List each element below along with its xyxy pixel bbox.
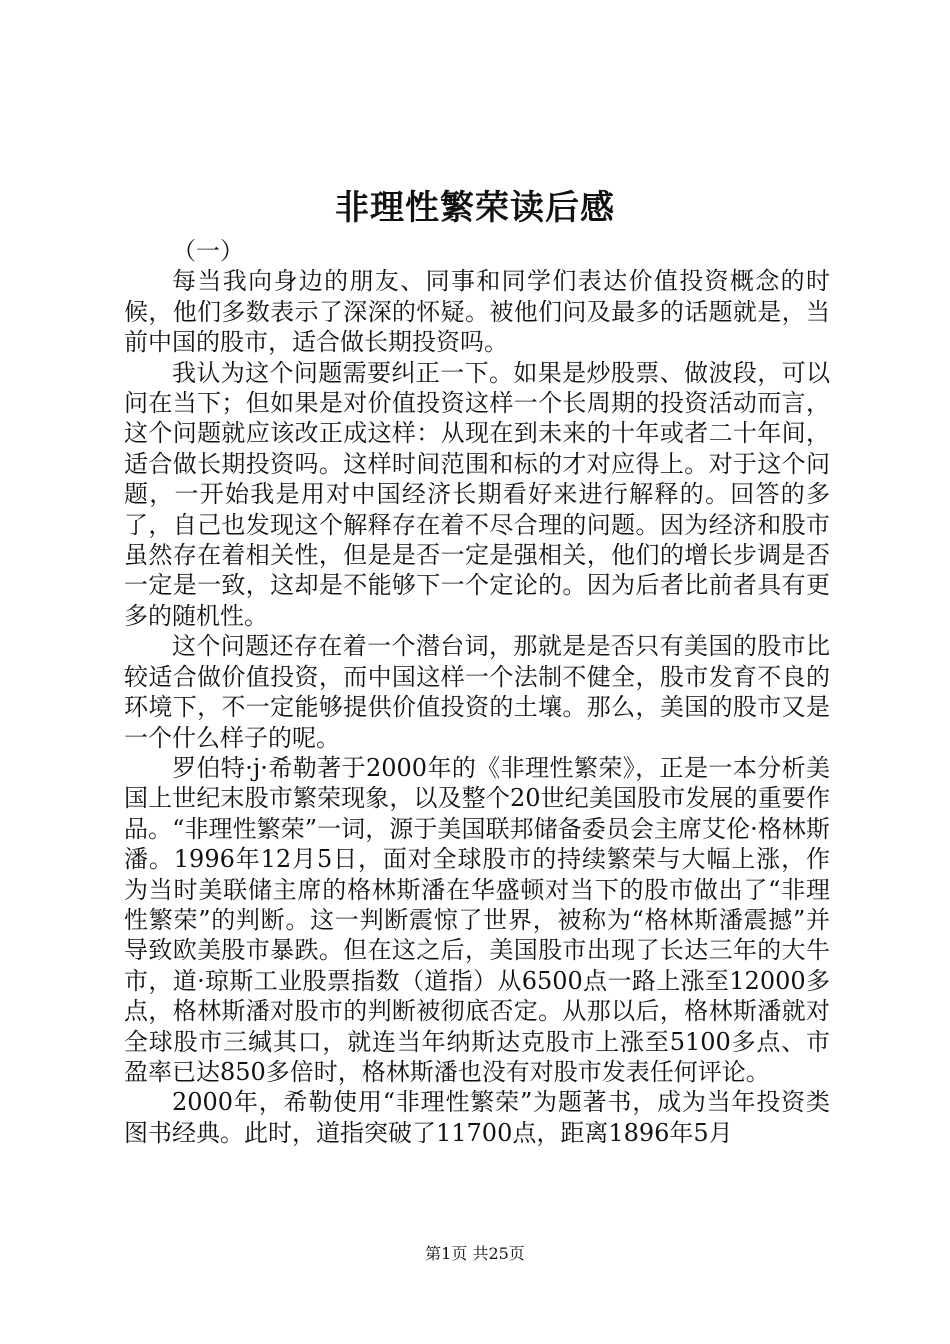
- paragraph-5: 2000年，希勒使用“非理性繁荣”为题著书，成为当年投资类图书经典。此时，道指突破了11700点，距离1896年5月: [124, 1088, 830, 1147]
- paragraph-4: 罗伯特·j·希勒著于2000年的《非理性繁荣》，正是一本分析美国上世纪末股市繁荣现象，以及整个20世纪美国股市发展的重要作品。“非理性繁荣”一词，源于美国联邦储备委员会主席艾伦·格林斯潘。1996年12月5日，面对全球股市的持续繁荣与大幅上涨，作为当时美联储主席的格林斯潘在华盛顿对当下的股市做出了“非理性繁荣”的判断。这一判断震惊了世界，被称为“格林斯潘震撼”并导致欧美股市暴跌。但在这之后，美国股市出现了长达三年的大牛市，道·琼斯工业股票指数（道指）从6500点一路上涨至12000多点，格林斯潘对股市的判断被彻底否定。从那以后，格林斯潘就对全球股市三缄其口，就连当年纳斯达克股市上涨至5100多点、市盈率已达850多倍时，格林斯潘也没有对股市发表任何评论。: [124, 753, 830, 1086]
- paragraph-1: 每当我向身边的朋友、同事和同学们表达价值投资概念的时候，他们多数表示了深深的怀疑。被他们问及最多的话题就是，当前中国的股市，适合做长期投资吗。: [124, 267, 830, 357]
- page-footer: 第1页 共25页: [425, 1244, 525, 1263]
- document-title: 非理性繁荣读后感: [335, 188, 615, 228]
- section-marker: （一）: [172, 237, 244, 265]
- document-body: [124, 236, 830, 1148]
- paragraph-3: 这个问题还存在着一个潜台词，那就是是否只有美国的股市比较适合做价值投资，而中国这样一个法制不健全，股市发育不良的环境下，不一定能够提供价值投资的土壤。那么，美国的股市又是一个什么样子的呢。: [124, 632, 830, 752]
- paragraph-2: 我认为这个问题需要纠正一下。如果是炒股票、做波段，可以问在当下；但如果是对价值投资这样一个长周期的投资活动而言，这个问题就应该改正成这样：从现在到未来的十年或者二十年间，适合做长期投资吗。这样时间范围和标的才对应得上。对于这个问题，一开始我是用对中国经济长期看好来进行解释的。回答的多了，自己也发现这个解释存在着不尽合理的问题。因为经济和股市虽然存在着相关性，但是是否一定是强相关，他们的增长步调是否一定是一致，这却是不能够下一个定论的。因为后者比前者具有更多的随机性。: [124, 358, 830, 630]
